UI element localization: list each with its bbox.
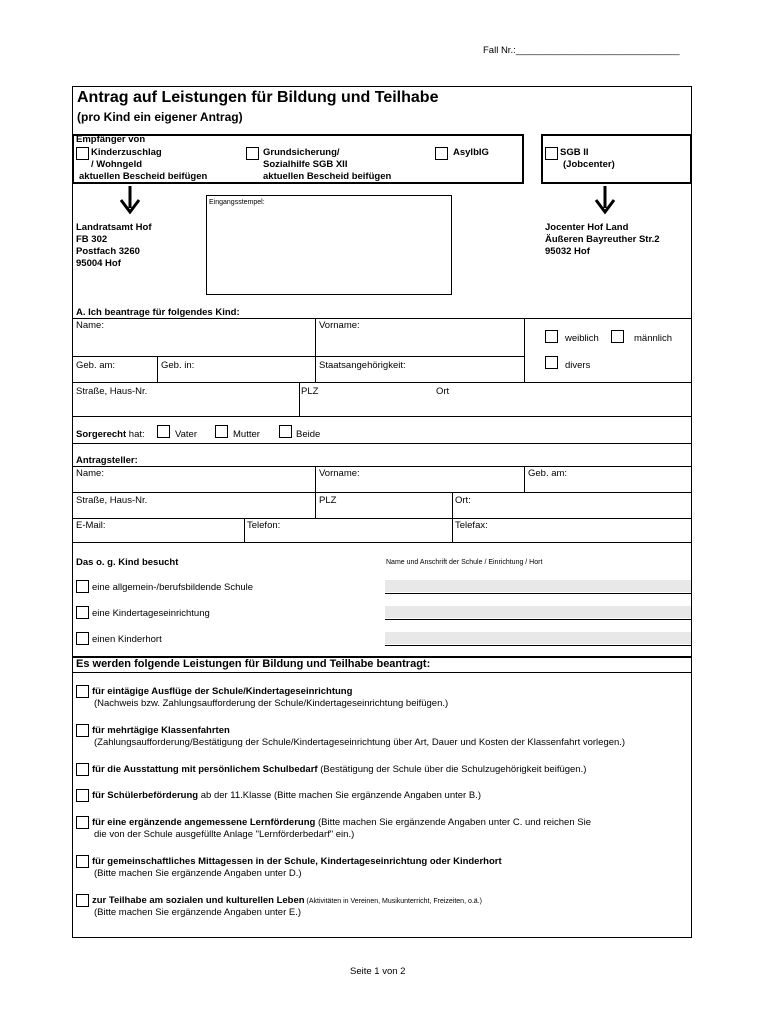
schule-label: eine allgemein-/berufsbildende Schule [92,582,254,593]
mutter-label: Mutter [233,429,260,440]
benefit-checkbox[interactable] [76,763,89,776]
child-geb-in-field[interactable]: Geb. in: [161,360,195,371]
form-subtitle: (pro Kind ein eigener Antrag) [77,110,243,124]
arrow-down-icon [593,186,617,216]
address-right-line: Äußeren Bayreuther Str.2 [545,234,660,245]
benefits-heading: Es werden folgende Leistungen für Bildung und Teilhabe beantragt: [76,658,431,670]
divers-label: divers [565,360,591,371]
weiblich-checkbox[interactable] [545,330,558,343]
divers-checkbox[interactable] [545,356,558,369]
benefit-checkbox[interactable] [76,724,89,737]
benefit-checkbox[interactable] [76,894,89,907]
benefit-checkbox[interactable] [76,685,89,698]
benefit-label [92,725,230,736]
stamp-label: Eingangsstempel: [209,199,265,206]
grundsicherung-checkbox[interactable] [246,147,259,160]
school-address-hint: Name und Anschrift der Schule / Einrichtung / Hort [386,559,543,566]
kinderzuschlag-checkbox[interactable] [76,147,89,160]
hort-address-input[interactable] [385,632,691,644]
arrow-down-icon [118,186,142,216]
applicant-email-field[interactable]: E-Mail: [76,520,106,531]
child-plz-field[interactable]: PLZ [301,386,319,397]
asylblg-checkbox[interactable] [435,147,448,160]
case-number-field[interactable]: Fall Nr.:_______________________________ [483,45,680,56]
kita-address-input[interactable] [385,606,691,618]
benefit-title: für die Ausstattung mit persönlichem Schulbedarf [92,764,318,775]
stamp-box [206,195,452,295]
benefit-checkbox[interactable] [76,789,89,802]
applicant-ort-field[interactable]: Ort: [455,495,471,506]
maennlich-checkbox[interactable] [611,330,624,343]
benefit-title: für eintägige Ausflüge der Schule/Kindertageseinrichtung [92,686,353,697]
benefit-label [92,686,352,697]
kita-label: eine Kindertageseinrichtung [92,608,210,619]
child-staat-field[interactable]: Staatsangehörigkeit: [319,360,406,371]
benefit-title: zur Teilhabe am sozialen und kulturellen Leben [92,895,305,906]
asylblg-label: AsylbIG [453,147,489,158]
benefit-note: (Bitte machen Sie ergänzende Angaben unter D.) [94,868,302,879]
benefit-checkbox[interactable] [76,816,89,829]
applicant-name-field[interactable]: Name: [76,468,104,479]
sorgerecht-label: Sorgerecht hat: [76,429,145,440]
applicant-telefax-field[interactable]: Telefax: [455,520,488,531]
benefit-detail: (Aktivitäten in Vereinen, Musikunterricht, Freizeiten, o.ä.) [304,898,482,905]
hort-label: einen Kinderhort [92,634,162,645]
applicant-telefon-field[interactable]: Telefon: [247,520,281,531]
benefit-title: für Schülerbeförderung [92,790,199,801]
child-ort-field[interactable]: Ort [436,386,450,397]
beide-label: Beide [296,429,321,440]
school-heading: Das o. g. Kind besucht [76,557,179,568]
address-left-line: Landratsamt Hof [76,222,152,233]
address-left-line: Postfach 3260 [76,246,140,257]
child-strasse-field[interactable]: Straße, Haus-Nr. [76,386,148,397]
benefit-label [92,790,481,801]
applicant-plz-field[interactable]: PLZ [319,495,337,506]
benefit-title: für gemeinschaftliches Mittagessen in der Schule, Kindertageseinrichtung oder Kinderhort [92,856,502,867]
vater-label: Vater [175,429,198,440]
section-a-heading: A. Ich beantrage für folgendes Kind: [76,307,240,318]
grundsicherung-note: aktuellen Bescheid beifügen [263,171,392,182]
applicant-strasse-field[interactable]: Straße, Haus-Nr. [76,495,148,506]
benefit-title: für eine ergänzende angemessene Lernförderung [92,817,316,828]
address-right-line: 95032 Hof [545,246,590,257]
benefit-title: für mehrtägige Klassenfahrten [92,725,230,736]
kinderzuschlag-note: aktuellen Bescheid beifügen [79,171,208,182]
jobcenter-label: (Jobcenter) [563,159,615,170]
address-left-line: FB 302 [76,234,108,245]
weiblich-label: weiblich [565,333,599,344]
benefit-checkbox[interactable] [76,855,89,868]
maennlich-label: männlich [634,333,673,344]
benefit-note: (Bitte machen Sie ergänzende Angaben unter E.) [94,907,302,918]
applicant-heading: Antragsteller: [76,455,138,466]
grundsicherung-label: Grundsicherung/ [263,147,340,158]
hort-checkbox[interactable] [76,632,89,645]
benefit-note: (Nachweis bzw. Zahlungsaufforderung der Schule/Kindertageseinrichtung beifügen.) [94,698,449,709]
kinderzuschlag-label: Kinderzuschlag [91,147,162,158]
benefit-label [92,895,482,906]
form-title: Antrag auf Leistungen für Bildung und Teilhabe [77,89,439,106]
benefit-label [92,764,586,775]
child-geb-am-field[interactable]: Geb. am: [76,360,116,371]
mutter-checkbox[interactable] [215,425,228,438]
beide-checkbox[interactable] [279,425,292,438]
schule-checkbox[interactable] [76,580,89,593]
wohngeld-label: / Wohngeld [91,159,143,170]
schule-address-input[interactable] [385,580,691,592]
vater-checkbox[interactable] [157,425,170,438]
child-name-field[interactable]: Name: [76,320,104,331]
address-right-line: Jocenter Hof Land [545,222,629,233]
applicant-geb-am-field[interactable]: Geb. am: [528,468,568,479]
benefit-detail: ab der 11.Klasse (Bitte machen Sie ergänzende Angaben unter B.) [198,790,481,801]
benefit-detail: (Bestätigung der Schule über die Schulzugehörigkeit beifügen.) [317,764,587,775]
sgb2-label: SGB II [560,147,589,158]
kita-checkbox[interactable] [76,606,89,619]
recipient-heading: Empfänger von [76,134,146,145]
benefit-label [92,856,502,867]
benefit-note: die von der Schule ausgefüllte Anlage "Lernförderbedarf" ein.) [94,829,355,840]
benefit-note: (Zahlungsaufforderung/Bestätigung der Schule/Kindertageseinrichtung über Art, Dauer und Kosten der Klassenfahrt vorlegen.) [94,737,626,748]
benefit-detail: (Bitte machen Sie ergänzende Angaben unter C. und reichen Sie [315,817,591,828]
sozialhilfe-label: Sozialhilfe SGB XII [263,159,348,170]
benefit-label [92,817,591,828]
address-left-line: 95004 Hof [76,258,121,269]
child-vorname-field[interactable]: Vorname: [319,320,360,331]
page-number: Seite 1 von 2 [350,966,406,977]
sgb2-checkbox[interactable] [545,147,558,160]
applicant-vorname-field[interactable]: Vorname: [319,468,360,479]
